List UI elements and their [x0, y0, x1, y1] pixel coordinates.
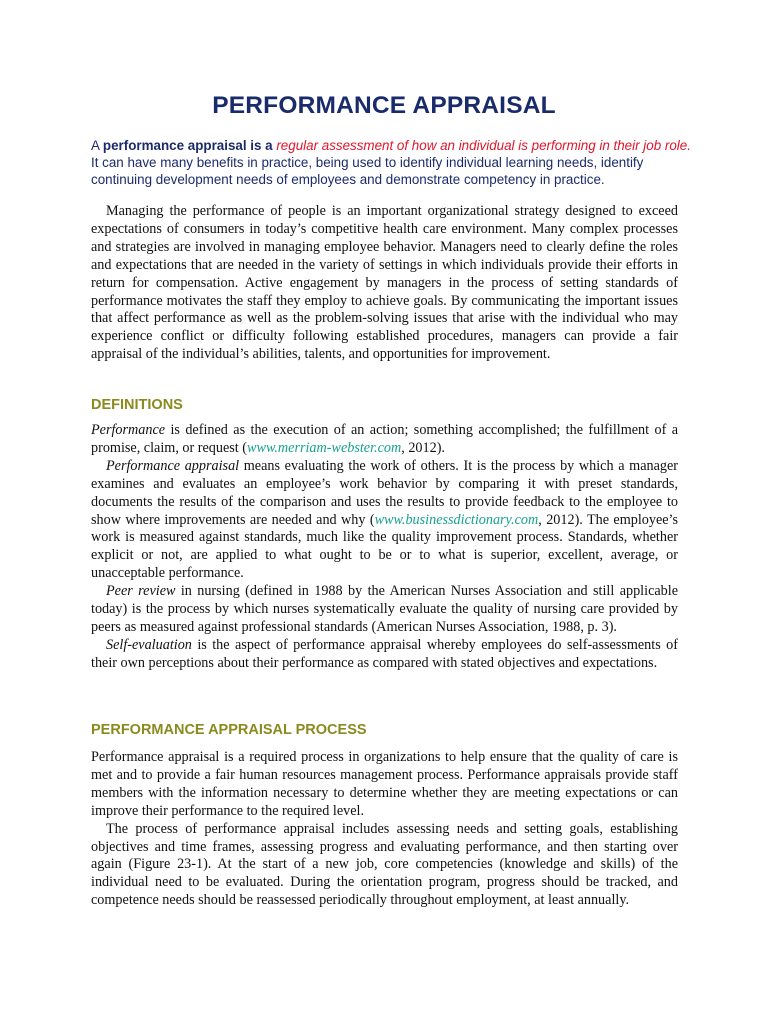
definition-term: Self-evaluation [106, 636, 192, 653]
intro-rest: It can have many benefits in practice, being used to identify individual learning needs, identify continuing development needs of employees and demonstrate competency in practice. [91, 155, 644, 187]
definitions-heading: DEFINITIONS [91, 397, 183, 413]
definition-performance-appraisal [91, 458, 678, 583]
definition-text: is defined as the execution of an action; something accomplished; the fulfillment of a promise, claim, or request ( [91, 422, 678, 456]
intro-paragraph: Managing the performance of people is an important organizational strategy designed to exceed expectations of consumers in today’s competitive health care environment. Many complex processes and strategies are involved in managing employee behavior. Managers need to clearly define the roles and expectations that are needed in the variety of settings in which individuals provide their efforts in return for compensation. Active engagement by managers in the process of setting standards of performance motivates the staff they employ to achieve goals. By communicating the important issues that affect performance as well as the problem-solving issues that arise with the individual who may experience conflict or difficulty following established procedures, managers can provide a fair appraisal of the individual’s abilities, talents, and opportunities for improvement. [91, 203, 678, 363]
intro-summary [91, 137, 691, 188]
definition-performance [91, 422, 678, 458]
process-paragraph-1: Performance appraisal is a required process in organizations to help ensure that the quality of care is met and to provide a fair human resources management process. Performance appraisals provide staff members with the information necessary to determine whether they are meeting expectations or can improve their performance to the required level. [91, 749, 678, 819]
businessdictionary-link[interactable]: www.businessdictionary.com [374, 511, 539, 528]
definitions-block [91, 422, 678, 673]
definition-term: Peer review [106, 583, 176, 600]
definition-self-evaluation [91, 637, 678, 673]
definition-term: Performance appraisal [106, 457, 240, 474]
process-heading: PERFORMANCE APPRAISAL PROCESS [91, 722, 367, 738]
intro-prefix: A [91, 138, 103, 153]
process-paragraph-2: The process of performance appraisal includes assessing needs and setting goals, establishing objectives and time frames, assessing progress and evaluating performance, and then starting over again (Figure 23-1). At the start of a new job, core competencies (knowledge and skills) of the individual need to be evaluated. During the orientation program, progress should be tracked, and competence needs should be reassessed periodically throughout employment, at least annually. [91, 820, 678, 909]
definition-text: , 2012). [401, 439, 445, 456]
page-title: PERFORMANCE APPRAISAL [212, 92, 556, 119]
intro-is-a: is a [246, 138, 277, 153]
definition-peer-review [91, 583, 678, 637]
intro-paragraph-block [91, 203, 678, 364]
intro-definition: regular assessment of how an individual is performing in their job role. [276, 138, 691, 153]
definition-text: means evaluating the work of others. It is the process by which a manager examines and evaluates an employee’s work behavior by comparing it with preset standards, documents the results of the comparison and uses the results to provide feedback to the employee to show where improvements are needed and why ( [91, 457, 678, 528]
definition-text: is the aspect of performance appraisal whereby employees do self-assessments of their own perceptions about their performance as compared with stated objectives and expectations. [91, 636, 678, 671]
intro-term: performance appraisal [102, 138, 247, 153]
definition-text: , 2012). The employee’s work is measured against standards, much like the quality improvement process. Standards, whether explicit or not, are applied to what ought to be or to what is superior, excellent, average, or unacceptable performance. [91, 511, 679, 582]
process-block [91, 749, 678, 910]
merriam-webster-link[interactable]: www.merriam-webster.com [247, 439, 402, 456]
definition-term: Performance [91, 422, 166, 438]
definition-text: in nursing (defined in 1988 by the American Nurses Association and still applicable today) is the process by which nurses systematically evaluate the quality of nursing care provided by peers as measured against professional standards (American Nurses Association, 1988, p. 3). [91, 583, 678, 635]
